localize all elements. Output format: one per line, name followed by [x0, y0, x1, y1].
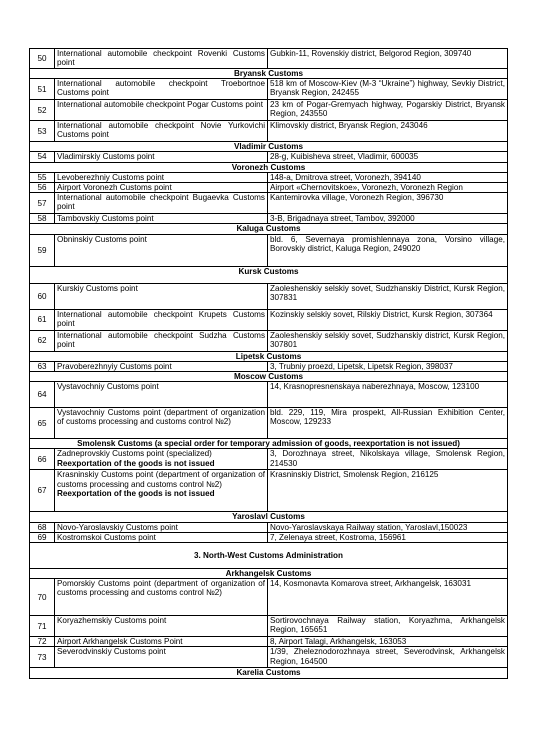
- row-number: 51: [30, 79, 55, 100]
- table-row: [30, 330, 508, 351]
- customs-point-name-text: International automobile checkpoint Krupets Customs point: [57, 309, 265, 328]
- customs-point-address: 7, Zelenaya street, Kostroma, 156961: [268, 532, 508, 542]
- row-number: 62: [30, 330, 55, 351]
- customs-point-address: 1/39, Zheleznodorozhnaya street, Severodvinsk, Arkhangelsk Region, 164500: [268, 647, 508, 668]
- customs-point-name: [55, 470, 268, 512]
- section-header-row: [30, 512, 508, 522]
- customs-point-address: 3, Dorozhnaya street, Nikolskaya village, Smolensk Region, 214530: [268, 449, 508, 470]
- customs-point-address: Kozinskiy selskiy sovet, Rilskiy District, Kursk Region, 307364: [268, 309, 508, 330]
- customs-point-name-text: Kostromskoi Customs point: [57, 532, 156, 542]
- table-row: [30, 382, 508, 408]
- row-number: 64: [30, 382, 55, 408]
- customs-point-address: bld. 6, Severnaya promishlennaya zona, Vorsino village, Borovskiy district, Kaluga Region, 249020: [268, 234, 508, 266]
- row-number: 54: [30, 152, 55, 162]
- row-number: 60: [30, 283, 55, 309]
- customs-point-name-text: International automobile checkpoint Troebortnoe Customs point: [57, 79, 265, 98]
- table-row: [30, 79, 508, 100]
- row-number: 58: [30, 214, 55, 224]
- row-number: 73: [30, 647, 55, 668]
- customs-point-address: 8, Airport Talagi, Arkhangelsk, 163053: [268, 637, 508, 647]
- table-row: [30, 121, 508, 142]
- customs-point-name: [55, 579, 268, 616]
- table-row: [30, 449, 508, 470]
- table-body: [30, 49, 508, 679]
- section-header-row: [30, 543, 508, 569]
- customs-point-name: [55, 330, 268, 351]
- customs-point-name-text: Novo-Yaroslavskiy Customs point: [57, 522, 178, 532]
- section-header-row: [30, 69, 508, 79]
- customs-point-name-text: International automobile checkpoint Bugaevka Customs point: [57, 193, 265, 212]
- section-title: Yaroslavl Customs: [30, 512, 508, 522]
- section-header-row: [30, 142, 508, 152]
- row-number: 72: [30, 637, 55, 647]
- customs-point-name-text: International automobile checkpoint Sudzha Customs point: [57, 330, 265, 349]
- row-number: 50: [30, 49, 55, 69]
- customs-point-name-text: Vystavochniy Customs point (department of organization of customs processing and customs control №2): [57, 408, 265, 427]
- customs-point-name-text: Vladimirskiy Customs point: [57, 152, 155, 162]
- row-number: 55: [30, 172, 55, 182]
- customs-point-name-text: Obninskiy Customs point: [57, 234, 147, 244]
- customs-point-name: [55, 193, 268, 214]
- customs-point-address: Novo-Yaroslavskaya Railway station, Yaroslavl,150023: [268, 522, 508, 532]
- customs-point-address: Airport «Chernovitskoe», Voronezh, Voronezh Region: [268, 183, 508, 193]
- table-row: [30, 361, 508, 371]
- customs-point-address: Kantemirovka village, Voronezh Region, 396730: [268, 193, 508, 214]
- section-title: Vladimir Customs: [30, 142, 508, 152]
- row-number: 67: [30, 470, 55, 512]
- section-header-row: [30, 439, 508, 449]
- row-number: 70: [30, 579, 55, 616]
- row-number: 63: [30, 361, 55, 371]
- table-row: [30, 214, 508, 224]
- section-title: Moscow Customs: [30, 372, 508, 382]
- customs-point-address: Klimovskiy district, Bryansk Region, 243046: [268, 121, 508, 142]
- table-row: [30, 283, 508, 309]
- section-title: 3. North-West Customs Administration: [30, 543, 508, 569]
- row-number: 66: [30, 449, 55, 470]
- table-row: [30, 470, 508, 512]
- row-number: 57: [30, 193, 55, 214]
- customs-point-name-text: Levoberezhniy Customs point: [57, 172, 165, 182]
- table-row: [30, 637, 508, 647]
- customs-point-name-text: International automobile checkpoint Novie Yurkovichi Customs point: [57, 121, 265, 140]
- customs-point-address: Krasninskiy District, Smolensk Region, 216125: [268, 470, 508, 512]
- customs-point-name: [55, 637, 268, 647]
- section-title: Arkhangelsk Customs: [30, 569, 508, 579]
- row-number: 71: [30, 616, 55, 637]
- customs-point-name: [55, 309, 268, 330]
- section-header-row: [30, 668, 508, 678]
- section-title: Voronezh Customs: [30, 162, 508, 172]
- customs-point-address: bld. 229, 119, Mira prospekt, All-Russian Exhibition Center, Moscow, 129233: [268, 408, 508, 439]
- customs-point-address: 14, Kosmonavta Komarova street, Arkhangelsk, 163031: [268, 579, 508, 616]
- table-row: [30, 100, 508, 121]
- row-number: 56: [30, 183, 55, 193]
- section-title: Karelia Customs: [30, 668, 508, 678]
- customs-point-name-text: Koryazhemskiy Customs point: [57, 616, 167, 626]
- customs-point-address: 3-B, Brigadnaya street, Tambov, 392000: [268, 214, 508, 224]
- row-number: 68: [30, 522, 55, 532]
- customs-point-name: [55, 183, 268, 193]
- section-title: Smolensk Customs (a special order for temporary admission of goods, reexportation is not issued): [30, 439, 508, 449]
- customs-point-name-text: International automobile checkpoint Pogar Customs point: [57, 100, 263, 110]
- section-title: Kursk Customs: [30, 266, 508, 283]
- row-number: 59: [30, 234, 55, 266]
- customs-point-name: [55, 172, 268, 182]
- row-number: 52: [30, 100, 55, 121]
- customs-points-table: [29, 48, 508, 679]
- customs-point-name: [55, 522, 268, 532]
- customs-point-name-text: International automobile checkpoint Rovenki Customs point: [57, 49, 265, 68]
- section-header-row: [30, 224, 508, 234]
- customs-point-name-text: Zadneprovskiy Customs point (specialized): [57, 449, 212, 459]
- row-number: 69: [30, 532, 55, 542]
- customs-point-name: [55, 449, 268, 470]
- table-row: [30, 183, 508, 193]
- row-number: 53: [30, 121, 55, 142]
- section-title: Lipetsk Customs: [30, 351, 508, 361]
- table-row: [30, 49, 508, 69]
- customs-point-address: 23 km of Pogar-Gremyach highway, Pogarskiy District, Bryansk Region, 243550: [268, 100, 508, 121]
- section-header-row: [30, 569, 508, 579]
- customs-point-name-text: Airport Arkhangelsk Customs Point: [57, 637, 183, 647]
- customs-point-name-text: Pravoberezhnyiy Customs point: [57, 361, 172, 371]
- customs-point-address: Sortirovochnaya Railway station, Koryazhma, Arkhangelsk Region, 165651: [268, 616, 508, 637]
- customs-point-name: [55, 234, 268, 266]
- customs-point-name: [55, 647, 268, 668]
- customs-point-name: [55, 408, 268, 439]
- customs-point-address: 3, Trubniy proezd, Lipetsk, Lipetsk Region, 398037: [268, 361, 508, 371]
- customs-point-name-text: Kurskiy Customs point: [57, 283, 138, 293]
- section-header-row: [30, 351, 508, 361]
- table-row: [30, 193, 508, 214]
- customs-point-name: [55, 152, 268, 162]
- customs-point-address: 518 km of Moscow-Kiev (M-3 “Ukraine”) highway, Sevkiy District, Bryansk Region, 242455: [268, 79, 508, 100]
- table-row: [30, 309, 508, 330]
- customs-point-name-text: Vystavochniy Customs point: [57, 382, 159, 392]
- table-row: [30, 647, 508, 668]
- row-number: 65: [30, 408, 55, 439]
- customs-point-name-text: Severodvinskiy Customs point: [57, 647, 166, 657]
- customs-point-name: [55, 382, 268, 408]
- customs-point-address: Gubkin-11, Rovenskiy district, Belgorod Region, 309740: [268, 49, 508, 69]
- table-row: [30, 172, 508, 182]
- table-row: [30, 234, 508, 266]
- table-row: [30, 152, 508, 162]
- reexportation-note: Reexportation of the goods is not issued: [57, 458, 215, 468]
- customs-point-name: [55, 79, 268, 100]
- customs-point-name-text: Pomorskiy Customs point (department of organization of customs processing and customs control №2): [57, 579, 265, 598]
- customs-point-name-text: Airport Voronezh Customs point: [57, 183, 172, 193]
- customs-point-name: [55, 616, 268, 637]
- table-row: [30, 408, 508, 439]
- customs-point-address: 14, Krasnopresnenskaya naberezhnaya, Moscow, 123100: [268, 382, 508, 408]
- customs-point-name: [55, 532, 268, 542]
- customs-point-name: [55, 361, 268, 371]
- customs-point-name-text: Krasninskiy Customs point (department of organization of customs processing and customs control №2): [57, 470, 265, 489]
- section-title: Bryansk Customs: [30, 69, 508, 79]
- customs-point-name: [55, 283, 268, 309]
- customs-point-address: Zaoleshenskiy selskiy sovet, Sudzhanskiy District, Kursk Region, 307831: [268, 283, 508, 309]
- table-row: [30, 579, 508, 616]
- section-header-row: [30, 372, 508, 382]
- table-row: [30, 522, 508, 532]
- customs-point-address: 148-a, Dmitrova street, Voronezh, 394140: [268, 172, 508, 182]
- section-title: Kaluga Customs: [30, 224, 508, 234]
- customs-point-address: 28-g, Kuibisheva street, Vladimir, 600035: [268, 152, 508, 162]
- row-number: 61: [30, 309, 55, 330]
- section-header-row: [30, 266, 508, 283]
- customs-point-name-text: Tambovskiy Customs point: [57, 214, 154, 224]
- customs-point-name: [55, 49, 268, 69]
- section-header-row: [30, 162, 508, 172]
- reexportation-note: Reexportation of the goods is not issued: [57, 488, 215, 498]
- document-page: [29, 48, 507, 679]
- customs-point-name: [55, 214, 268, 224]
- customs-point-name: [55, 121, 268, 142]
- customs-point-address: Zaoleshenskiy selskiy sovet, Sudzhanskiy district, Kursk Region, 307801: [268, 330, 508, 351]
- table-row: [30, 532, 508, 542]
- table-row: [30, 616, 508, 637]
- customs-point-name: [55, 100, 268, 121]
